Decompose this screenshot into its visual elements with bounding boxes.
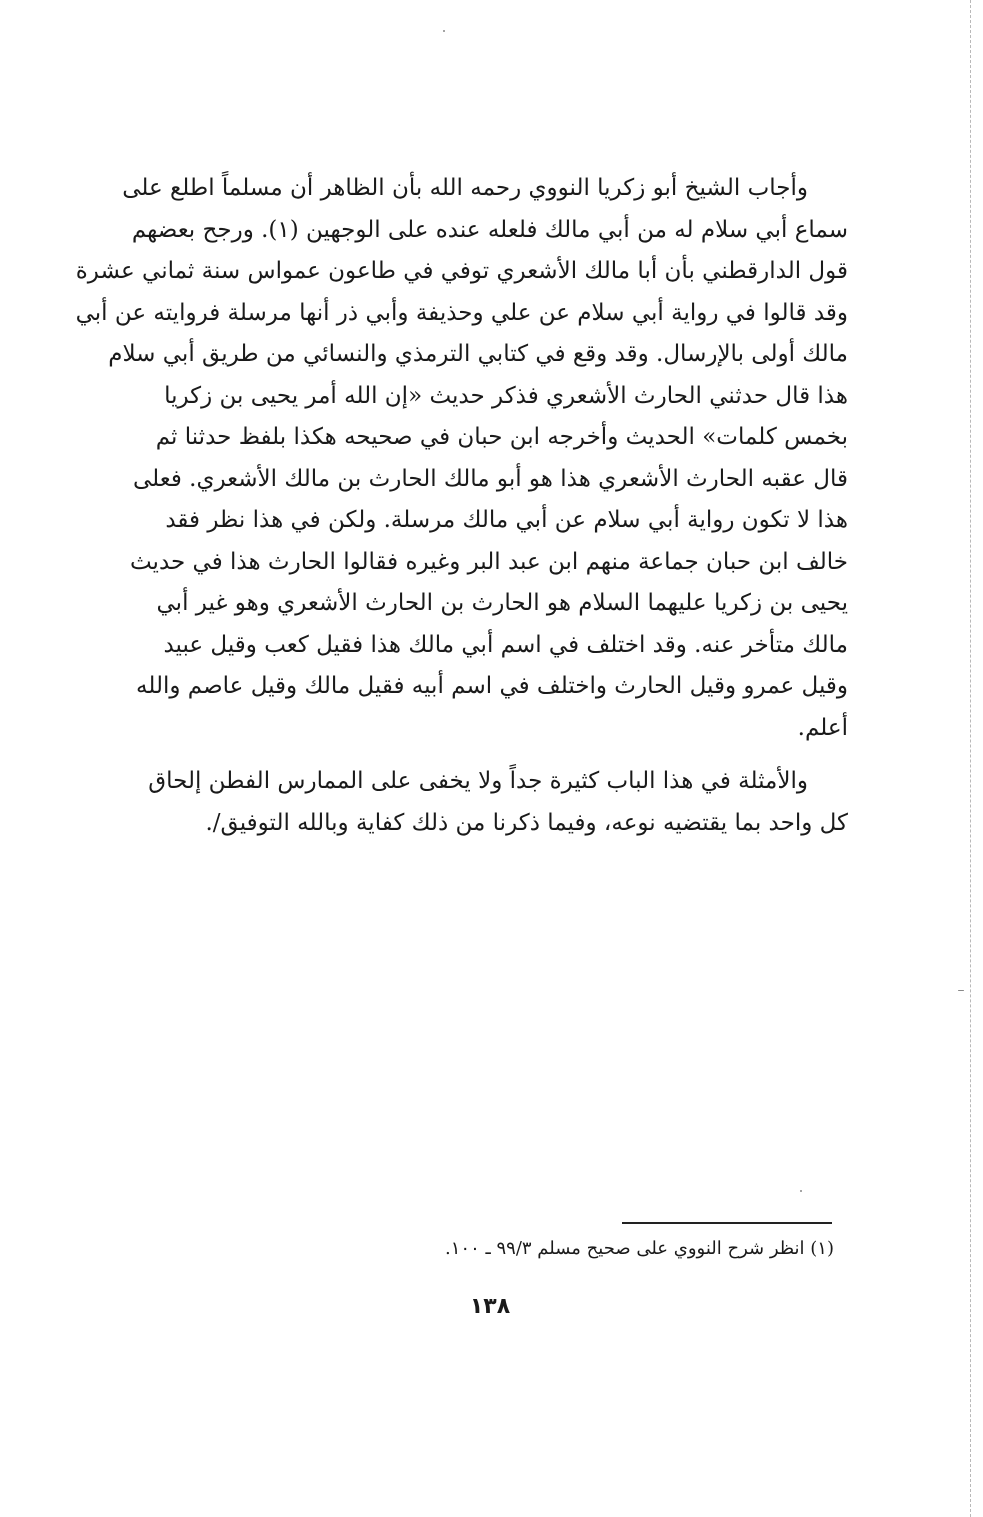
text-line: وقد قالوا في رواية أبي سلام عن علي وحذيفة وأبي ذر أنها مرسلة فروايته عن أبي	[75, 299, 848, 326]
footnote: (١) انظر شرح النووي على صحيح مسلم ٩٩/٣ ـ ١٠٠.	[445, 1238, 834, 1259]
text-line: مالك أولى بالإرسال. وقد وقع في كتابي الترمذي والنسائي من طريق أبي سلام	[108, 341, 848, 367]
text-line: يحيى بن زكريا عليهما السلام هو الحارث بن الحارث الأشعري وهو غير أبي	[156, 590, 848, 616]
scan-edge-line	[970, 0, 971, 1517]
text-line: هذا لا تكون رواية أبي سلام عن أبي مالك مرسلة. ولكن في هذا نظر فقد	[165, 507, 848, 533]
text-line: والأمثلة في هذا الباب كثيرة جداً ولا يخفى على الممارس الفطن إلحاق	[148, 768, 808, 794]
text-line: قول الدارقطني بأن أبا مالك الأشعري توفي في طاعون عمواس سنة ثماني عشرة	[75, 258, 848, 284]
text-line: خالف ابن حبان جماعة منهم ابن عبد البر وغيره فقالوا الحارث هذا في حديث	[129, 548, 848, 575]
text-line: بخمس كلمات» الحديث وأخرجه ابن حبان في صحيحه هكذا بلفظ حدثنا ثم	[155, 424, 848, 450]
text-line: وأجاب الشيخ أبو زكريا النووي رحمه الله بأن الظاهر أن مسلماً اطلع على	[122, 175, 808, 201]
paragraph-1	[75, 168, 848, 749]
paragraph-2	[150, 761, 848, 844]
text-line: كل واحد بما يقتضيه نوعه، وفيما ذكرنا من ذلك كفاية وبالله التوفيق/.	[205, 809, 848, 836]
text-line: وقيل عمرو وقيل الحارث واختلف في اسم أبيه فقيل مالك وقيل عاصم والله	[136, 673, 848, 699]
footnote-separator	[622, 1222, 832, 1224]
text-line: سماع أبي سلام له من أبي مالك فلعله عنده على الوجهين (١). ورجح بعضهم	[131, 216, 848, 243]
page-number: ١٣٨	[469, 1294, 511, 1319]
scan-speck	[958, 990, 964, 991]
text-line: هذا قال حدثني الحارث الأشعري فذكر حديث «إن الله أمر يحيى بن زكريا	[164, 382, 848, 409]
text-line: قال عقبه الحارث الأشعري هذا هو أبو مالك الحارث بن مالك الأشعري. فعلى	[132, 465, 848, 492]
scan-speck	[443, 30, 445, 32]
text-line: مالك متأخر عنه. وقد اختلف في اسم أبي مالك هذا فقيل كعب وقيل عبيد	[163, 631, 848, 658]
text-line: أعلم.	[797, 714, 848, 741]
scan-speck	[800, 1190, 802, 1192]
main-text	[75, 168, 848, 844]
